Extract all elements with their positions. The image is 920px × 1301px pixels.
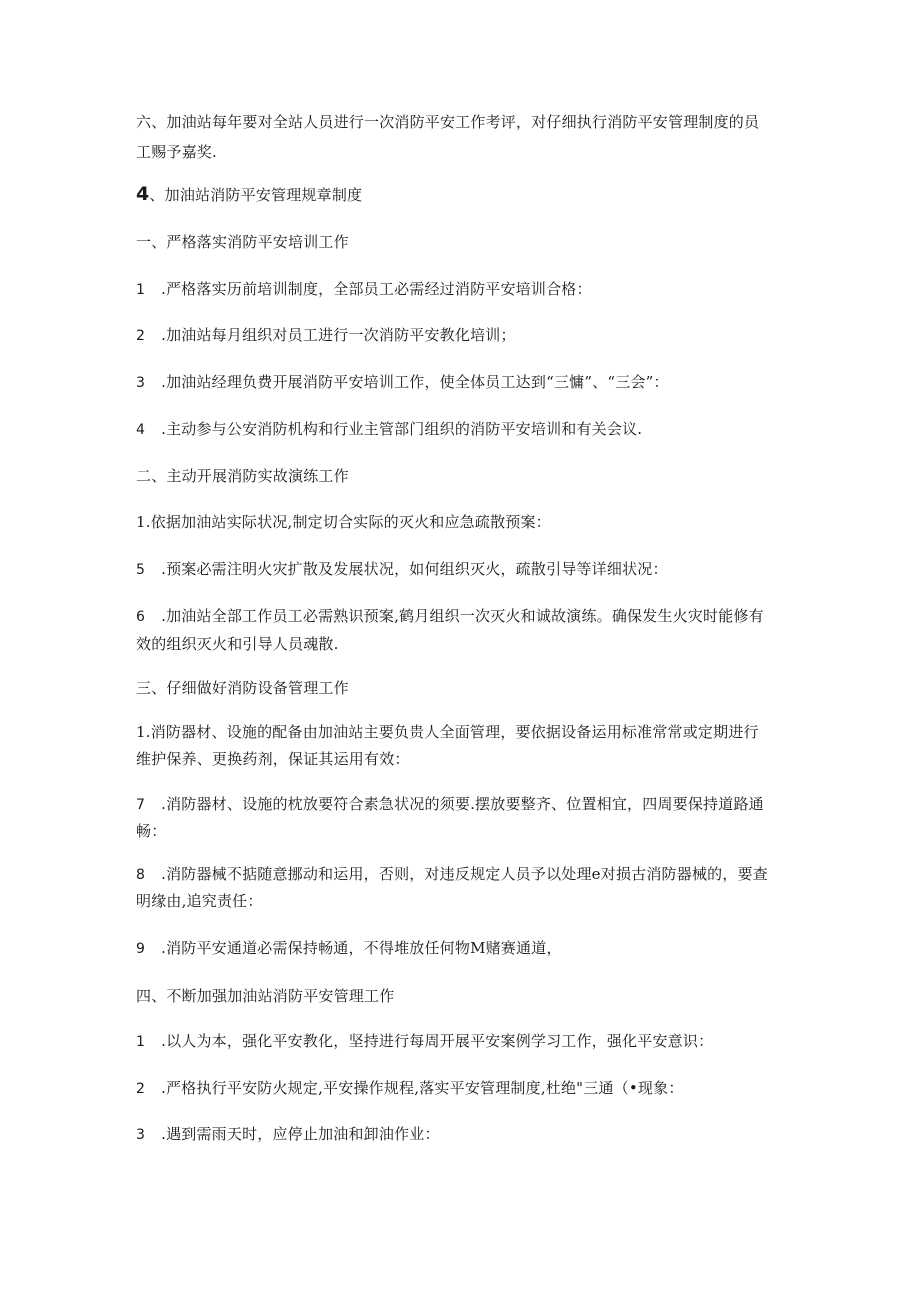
item-number: 5 [136,562,146,578]
item-number: 3 [136,375,146,391]
section-2-item-5 [136,559,786,580]
paragraph-6-line-2: 工赐予嘉奖. [136,143,217,161]
section-1-item-2 [136,325,786,346]
section-4-item-1 [136,1031,786,1052]
item-number: 1 [136,1034,146,1050]
section-2-item-6-line-1 [136,606,786,627]
item-text: .遇到需雨天时，应停止加油和卸油作业： [161,1125,440,1143]
item-text: .以人为本，强化平安教化，坚持进行每周开展平安案例学习工作，强化平安意识： [161,1032,714,1050]
section-1-title: 一、严格落实消防平安培训工作 [136,233,349,251]
item-text: .预案必需注明火灾扩散及发展状况，如何组织灭火，疏散引导等详细状况： [161,560,668,578]
item-text: .严格落实历前培训制度，全部员工必需经过消防平安培训合格： [161,280,592,298]
section-heading-number: 4 [136,183,150,205]
item-number: 8 [136,867,146,883]
section-3-item-1-line-1: 1.消防器材、设施的配备由加油站主要负贵人全面管理，要依据设备运用标准常常或定期进行 [136,723,759,741]
paragraph-6-line-1: 六、加油站每年要对全站人员进行一次消防平安工作考评，对仔细执行消防平安管理制度的员 [136,113,760,131]
item-text: .加油站经理负费开展消防平安培训工作，使全体员工达到“三慵”、“三会”： [161,373,669,391]
section-heading-text: 、加油站消防平安管理规章制度 [149,186,363,204]
section-3-title: 三、仔细做好消防设备管理工作 [136,679,349,697]
section-1-item-4 [136,419,786,440]
section-2-title: 二、主动开展消防实故演练工作 [136,467,349,485]
item-number: 3 [136,1127,146,1143]
section-3-item-7-line-1 [136,794,786,815]
item-number: 4 [136,422,146,438]
item-number: 2 [136,1081,146,1097]
section-3-item-7-line-2: 畅： [136,822,167,840]
section-3-item-9 [136,938,786,959]
section-heading [136,184,786,205]
section-3-item-8-line-1 [136,864,786,885]
item-number: 6 [136,609,146,625]
item-number: 9 [136,941,146,957]
item-text: .消防平安通道必需保持畅通，不得堆放任何物M赌赛通道， [161,939,562,957]
section-4-item-3 [136,1124,786,1145]
item-number: 2 [136,328,146,344]
section-1-item-1 [136,279,786,300]
item-text: .严格执行平安防火规定,平安操作规程,落实平安管理制度,杜绝"三通（•现象： [161,1079,684,1097]
section-2-item-6-line-2: 效的组织灭火和引导人员魂散. [136,635,339,653]
item-number: 7 [136,797,146,813]
item-text: .加油站全部工作员工必需熟识预案,鹤月组织一次灭火和诚故演练。确保发生火灾时能修有 [161,607,764,625]
item-text: .消防器械不掂随意挪动和运用，否则，对违反规定人员予以处理e对损古消防器械的，要查 [161,865,768,883]
item-text: .加油站每月组织对员工进行一次消防平安教化培训； [161,326,516,344]
item-text: .消防器材、设施的枕放要符合素急状况的须要.摆放要整齐、位置相宜，四周要保持道路通 [161,795,764,813]
section-4-title: 四、不断加强加油站消防平安管理工作 [136,987,395,1005]
section-3-item-8-line-2: 明缘由,追究责任： [136,892,263,910]
item-number: 1 [136,282,146,298]
section-3-item-1-line-2: 维护保养、更换药剂，保证其运用有效： [136,750,410,768]
section-2-item-1: 1.依据加油站实际状况,制定切合实际的灭火和应急疏散预案： [136,513,551,531]
item-text: .主动参与公安消防机构和行业主管部门组织的消防平安培训和有关会议. [161,420,643,438]
section-4-item-2 [136,1078,786,1099]
section-1-item-3 [136,372,786,393]
